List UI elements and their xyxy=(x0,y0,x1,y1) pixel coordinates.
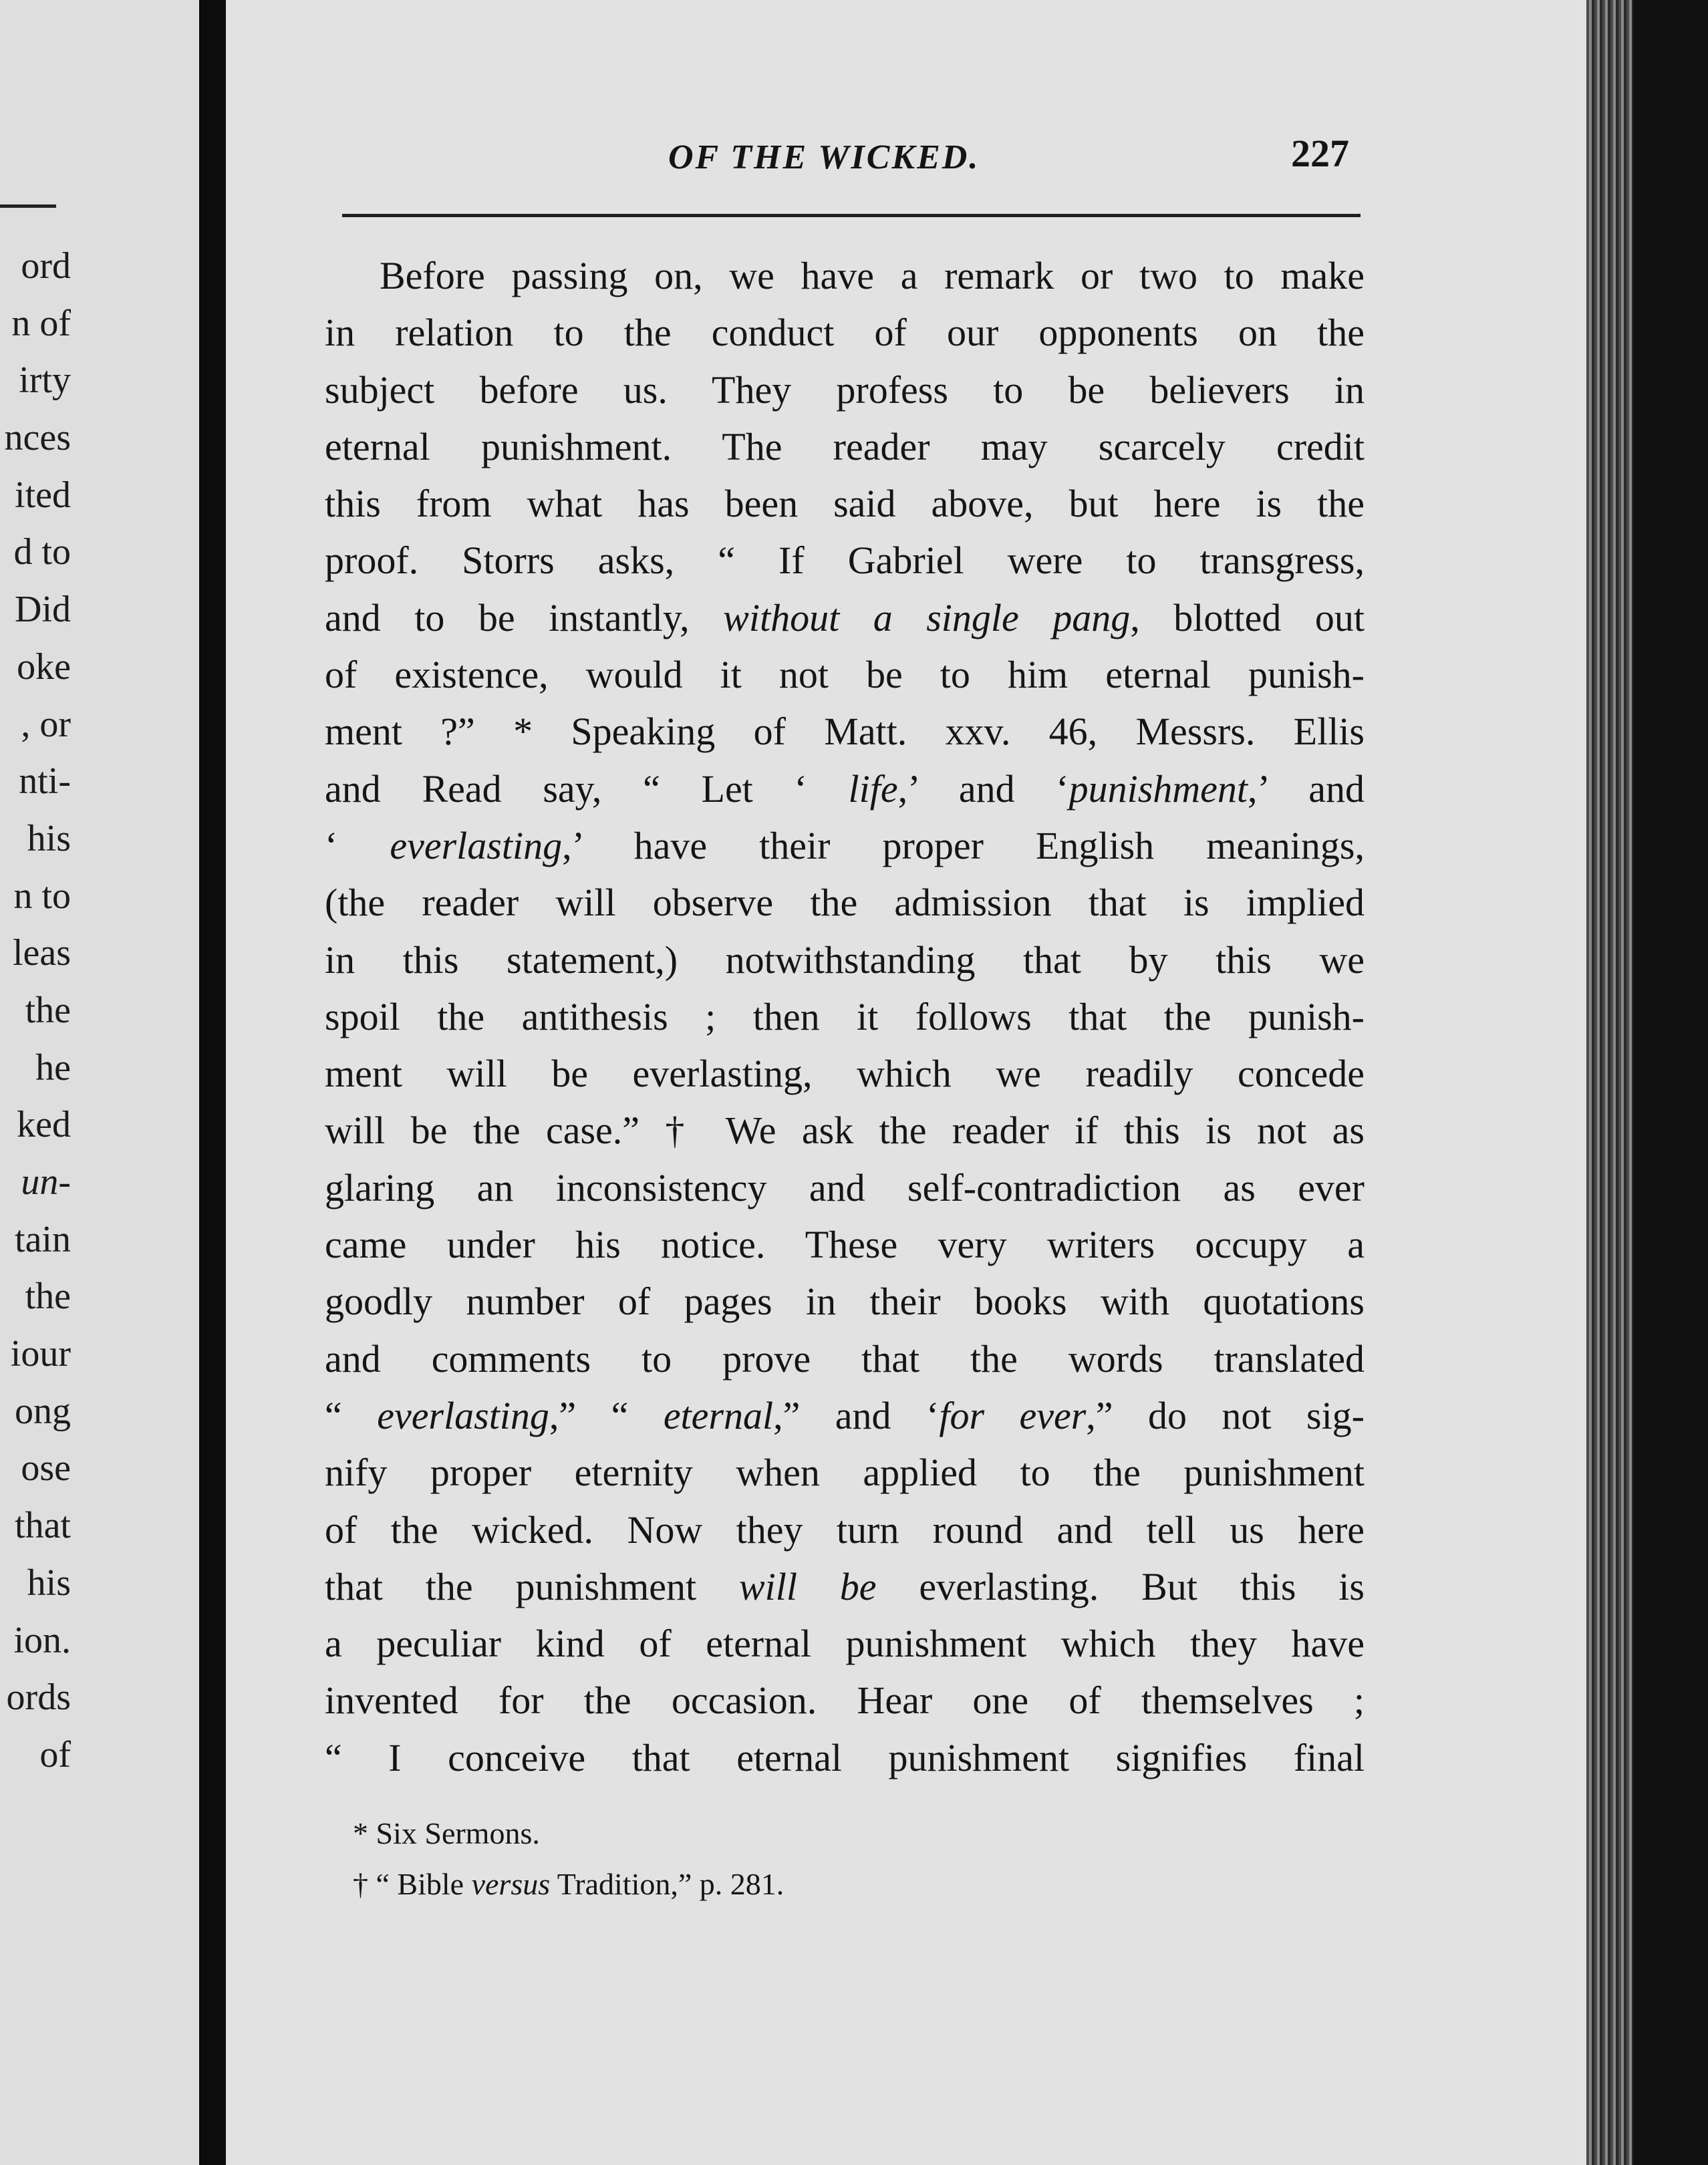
text-run: and comments to prove that the words translated xyxy=(325,1336,1365,1381)
text-run: Before passing on, we have a remark or two to make xyxy=(380,254,1365,297)
left-page-line: ited xyxy=(15,474,71,516)
text-run: in this statement,) notwithstanding that by this we xyxy=(325,937,1365,982)
text-line xyxy=(325,589,1365,646)
left-page-line: the xyxy=(25,989,71,1031)
left-page-line: ion. xyxy=(13,1619,71,1661)
text-line xyxy=(325,532,1365,589)
left-page-line: nti- xyxy=(19,760,71,803)
text-run: * Six Sermons. xyxy=(353,1816,540,1850)
left-page-rule xyxy=(0,204,56,208)
text-line xyxy=(325,817,1365,874)
text-line xyxy=(325,1102,1365,1159)
text-run: came under his notice. These very writers occupy a xyxy=(325,1223,1365,1267)
body-text xyxy=(325,247,1365,1786)
book-page xyxy=(226,0,1633,2165)
text-run: and Read say, “ Let ‘ xyxy=(325,766,849,811)
left-page-line: tain xyxy=(15,1218,71,1260)
running-title: OF THE WICKED. xyxy=(668,138,980,176)
text-run: of the wicked. Now they turn round and tell us here xyxy=(325,1507,1365,1552)
left-page-line: iour xyxy=(10,1333,71,1375)
text-run: † “ Bible xyxy=(353,1867,472,1901)
text-run: ,’ and xyxy=(1248,766,1365,811)
text-line xyxy=(325,247,1365,304)
text-run: subject before us. They profess to be believers in xyxy=(325,368,1365,412)
page-number: 227 xyxy=(1291,132,1349,175)
text-line xyxy=(325,874,1365,931)
text-run: ment ?” * Speaking of Matt. xxv. 46, Messrs. Ellis xyxy=(325,710,1365,754)
header-rule xyxy=(342,214,1361,217)
left-page-line: d to xyxy=(13,531,71,573)
left-page-line: ose xyxy=(21,1447,71,1489)
text-line xyxy=(325,475,1365,532)
text-run: ,” do not sig- xyxy=(1086,1393,1365,1437)
text-run: a peculiar kind of eternal punishment which they have xyxy=(325,1622,1365,1666)
left-page-line: ong xyxy=(15,1390,71,1432)
left-page-line: n to xyxy=(13,875,71,917)
left-page-line: un- xyxy=(21,1161,71,1203)
text-run: ,’ and ‘ xyxy=(897,766,1069,811)
left-page-line: the xyxy=(25,1276,71,1318)
text-run: ‘ xyxy=(325,823,390,867)
page-header xyxy=(226,131,1633,184)
page-edges xyxy=(1586,0,1633,2165)
italic-text: everlasting xyxy=(377,1393,549,1437)
text-line xyxy=(325,1558,1365,1615)
text-line xyxy=(325,1615,1365,1672)
left-page-line: ords xyxy=(6,1677,71,1719)
text-line xyxy=(325,1273,1365,1330)
left-page-line: his xyxy=(27,1562,71,1604)
left-page-line: he xyxy=(35,1046,71,1089)
text-line xyxy=(325,1159,1365,1216)
left-page-line: that xyxy=(15,1505,71,1547)
text-run: proof. Storrs asks, “ If Gabriel were to transgress, xyxy=(325,539,1365,583)
left-page-line: ked xyxy=(17,1104,71,1146)
text-run: ,” “ xyxy=(549,1393,664,1437)
italic-text: punishment xyxy=(1069,766,1248,811)
text-line xyxy=(325,304,1365,361)
left-page-line: oke xyxy=(17,645,71,688)
text-run: glaring an inconsistency and self-contradiction as ever xyxy=(325,1165,1365,1209)
left-page-line: , or xyxy=(21,703,71,745)
left-page-line: his xyxy=(27,817,71,859)
text-line xyxy=(325,1216,1365,1273)
text-line xyxy=(325,1387,1365,1444)
left-page-line: leas xyxy=(12,932,71,974)
left-page-text xyxy=(0,238,71,1784)
italic-text: life xyxy=(848,766,898,811)
footnotes xyxy=(353,1808,1355,1910)
text-run: (the reader will observe the admission that is implied xyxy=(325,881,1365,925)
text-run: “ xyxy=(325,1393,378,1437)
left-page-line: ord xyxy=(21,245,71,287)
italic-text: will be xyxy=(738,1564,877,1608)
text-run: and to be instantly, xyxy=(325,595,724,639)
text-run: in relation to the conduct of our opponents on the xyxy=(325,311,1365,355)
text-line xyxy=(325,1444,1365,1501)
text-run: ,” and ‘ xyxy=(773,1393,940,1437)
text-run: ,’ have their proper English meanings, xyxy=(562,823,1365,867)
text-line xyxy=(325,1729,1365,1786)
text-line xyxy=(325,1330,1365,1387)
text-line xyxy=(325,1045,1365,1102)
text-line xyxy=(325,760,1365,817)
italic-text: without a single pang xyxy=(723,595,1131,639)
italic-text: for ever xyxy=(939,1393,1087,1437)
text-run: that the punishment xyxy=(325,1564,739,1608)
left-page-line: irty xyxy=(19,359,71,402)
italic-text: eternal xyxy=(663,1393,774,1437)
text-line xyxy=(325,703,1365,760)
text-line xyxy=(325,931,1365,988)
left-page-line: nces xyxy=(4,417,71,459)
italic-text: versus xyxy=(471,1867,551,1901)
text-run: will be the case.” † We ask the reader if this is not as xyxy=(325,1109,1365,1153)
text-run: , blotted out xyxy=(1130,595,1365,639)
text-run: spoil the antithesis ; then it follows that the punish- xyxy=(325,994,1365,1038)
text-line xyxy=(325,646,1365,703)
text-run: nify proper eternity when applied to the punishment xyxy=(325,1451,1365,1495)
text-line xyxy=(325,1501,1365,1558)
text-line xyxy=(325,988,1365,1045)
left-page-line: n of xyxy=(11,302,71,344)
text-line xyxy=(325,1672,1365,1729)
left-facing-page xyxy=(0,0,199,2165)
text-line xyxy=(325,418,1365,475)
text-run: everlasting. But this is xyxy=(876,1564,1365,1608)
text-run: “ I conceive that eternal punishment signifies final xyxy=(325,1735,1365,1779)
text-line xyxy=(325,362,1365,418)
left-page-line: Did xyxy=(15,589,71,631)
text-run: invented for the occasion. Hear one of themselves ; xyxy=(325,1679,1365,1723)
text-run: Tradition,” p. 281. xyxy=(550,1867,785,1901)
text-run: ment will be everlasting, which we readily concede xyxy=(325,1052,1365,1096)
text-run: goodly number of pages in their books with quotations xyxy=(325,1280,1365,1324)
text-run: this from what has been said above, but here is the xyxy=(325,482,1365,526)
text-run: eternal punishment. The reader may scarcely credit xyxy=(325,424,1365,468)
text-run: of existence, would it not be to him eternal punish- xyxy=(325,653,1365,697)
footnote xyxy=(353,1808,1355,1859)
book-gutter xyxy=(199,0,226,2165)
italic-text: everlasting xyxy=(390,823,563,867)
footnote xyxy=(353,1859,1355,1910)
left-page-line: of xyxy=(39,1733,71,1775)
